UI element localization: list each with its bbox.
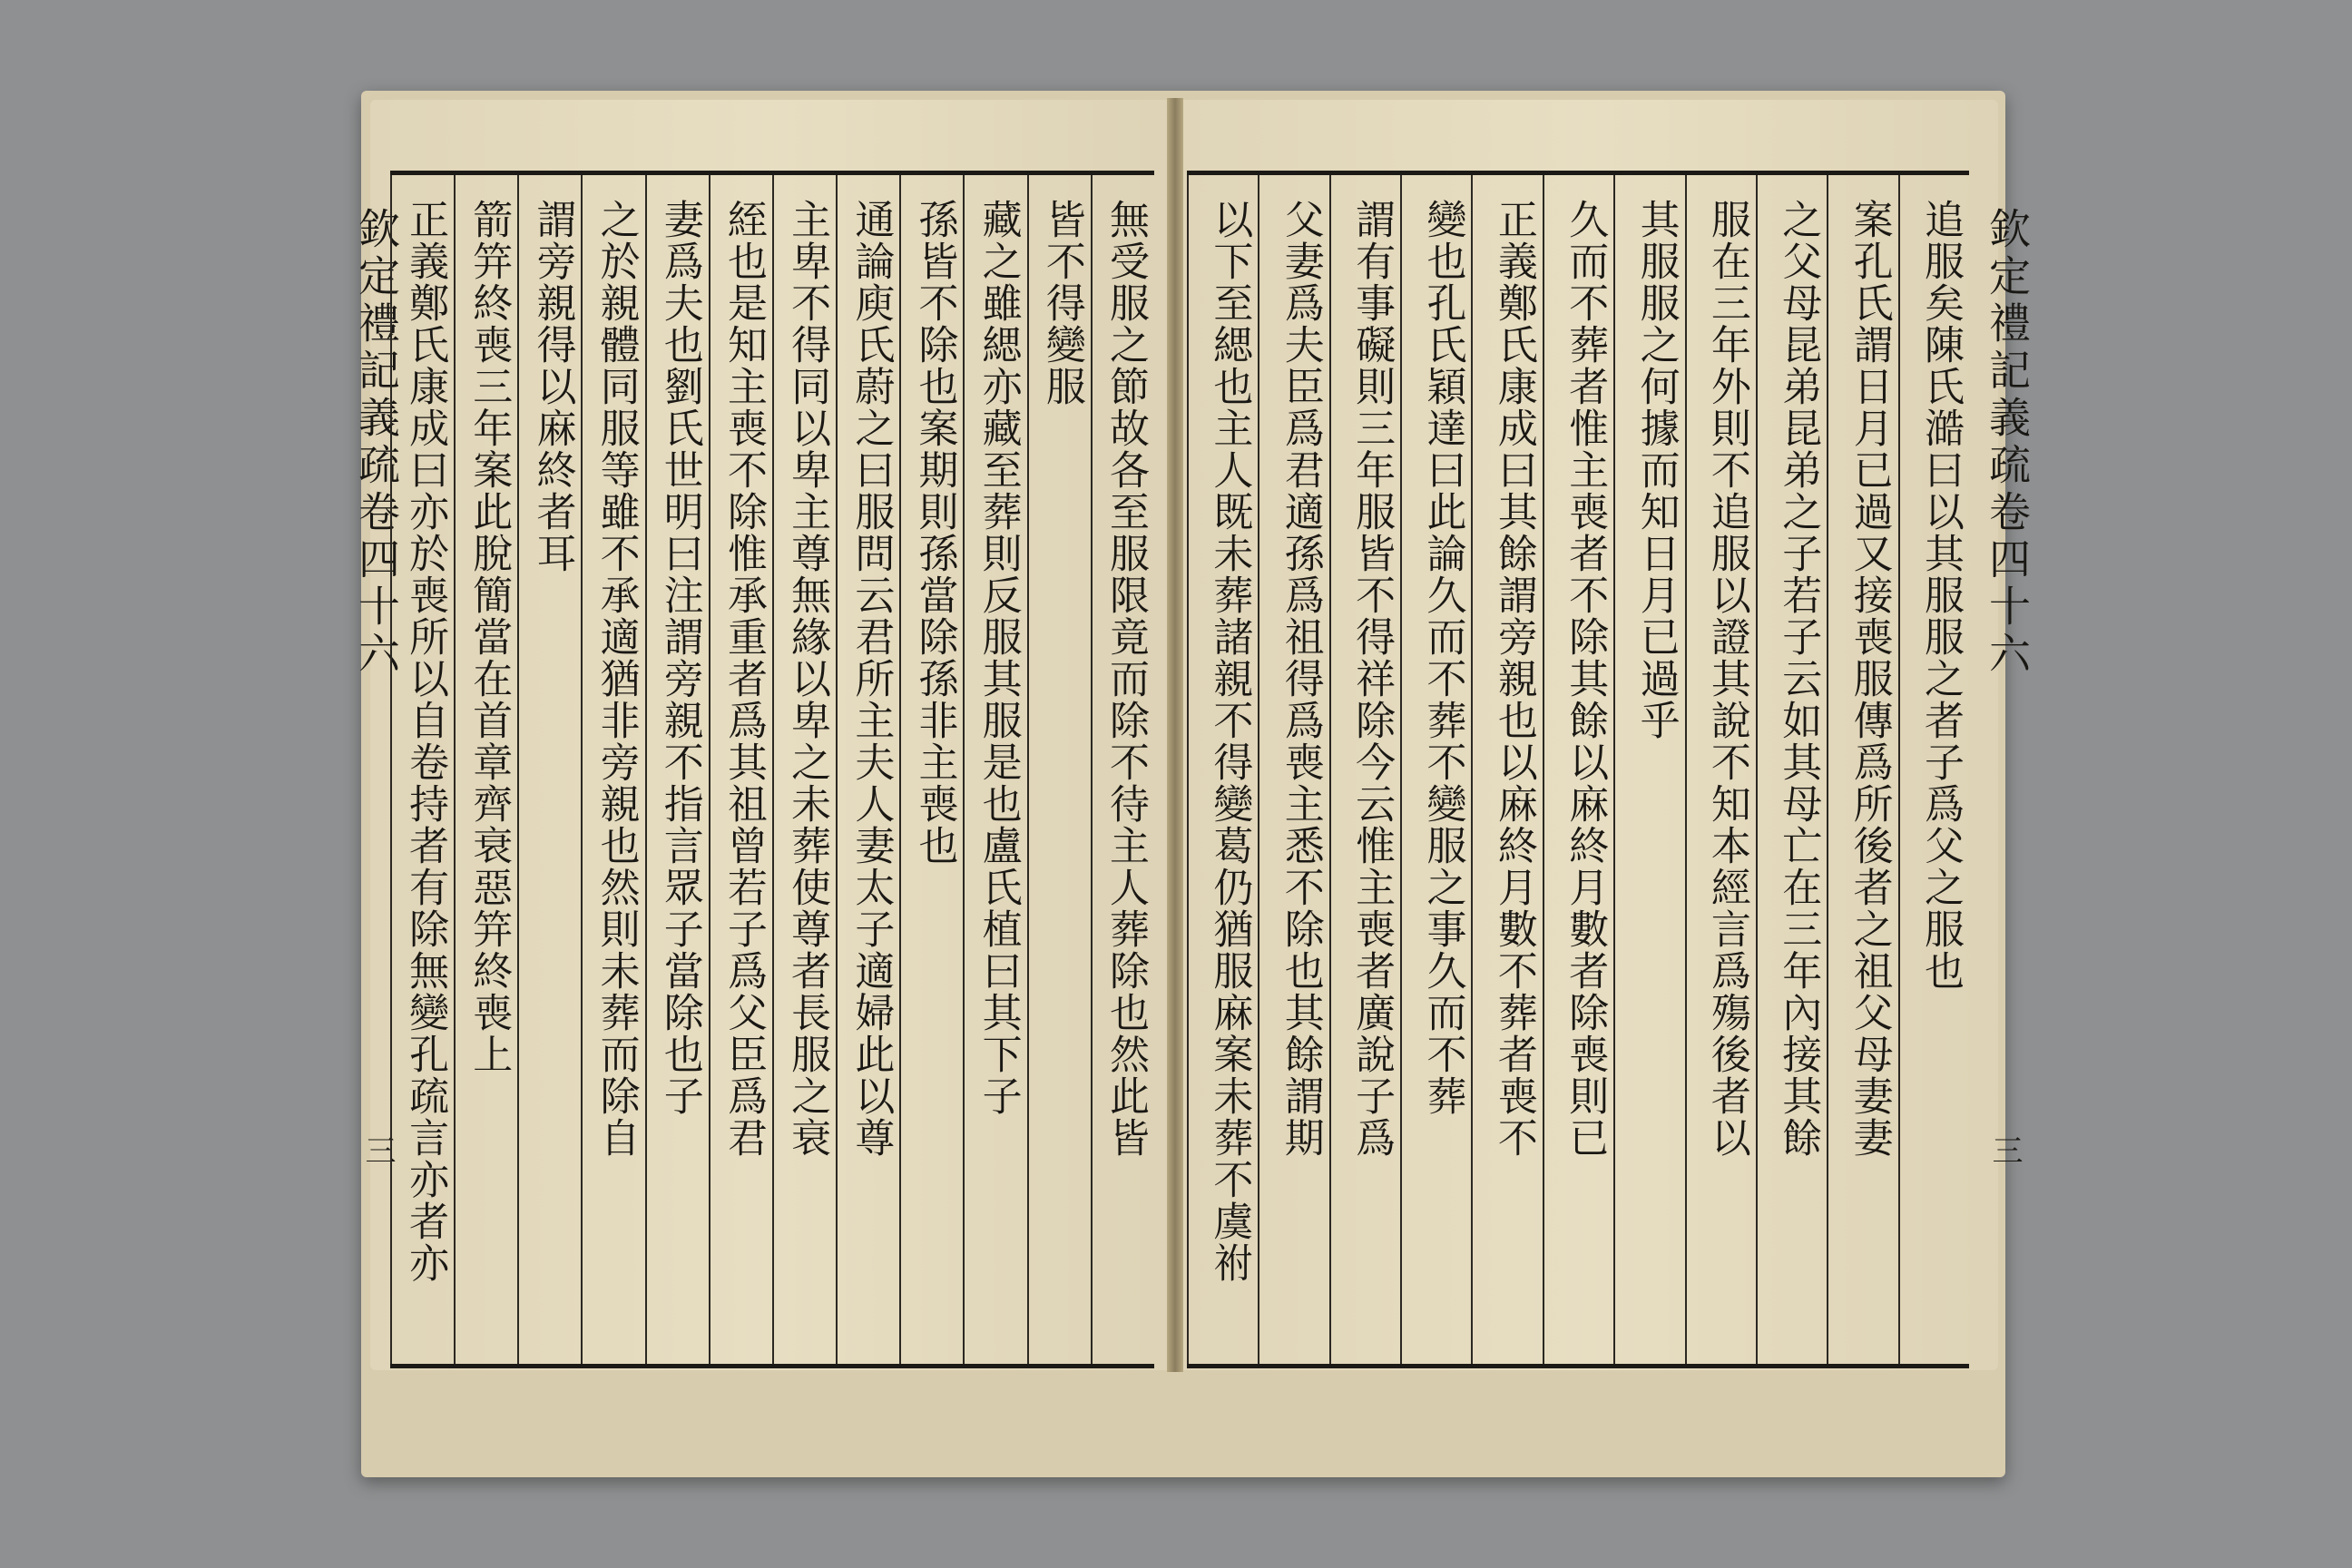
text-column: 絰也是知主喪不除惟承重者爲其祖曾若子爲父臣爲君 [709,175,772,1364]
right-text-frame [1187,171,1969,1368]
text-column: 通論庾氏蔚之曰服問云君所主夫人妻太子適婦此以尊 [836,175,899,1364]
text-column: 之父母昆弟昆弟之子若子云如其母亡在三年內接其餘 [1756,175,1827,1364]
text-column: 皆不得變服 [1027,175,1091,1364]
text-column: 妻爲夫也劉氏世明曰注謂旁親不指言眾子當除也子 [645,175,709,1364]
text-column: 正義鄭氏康成曰其餘謂旁親也以麻終月數不葬者喪不 [1471,175,1542,1364]
text-column: 謂有事礙則三年服皆不得祥除今云惟主喪者廣說子爲 [1329,175,1400,1364]
text-column: 主卑不得同以卑主尊無緣以卑之未葬使尊者長服之衰 [772,175,836,1364]
text-column: 藏之雖緦亦藏至葬則反服其服是也盧氏植曰其下子 [963,175,1026,1364]
text-column: 以下至緦也主人既未葬諸親不得變葛仍猶服麻案未葬不虞祔 [1187,175,1258,1364]
text-column: 案孔氏謂日月已過又接喪服傳爲所後者之祖父母妻妻 [1827,175,1897,1364]
text-column: 無受服之節故各至服限竟而除不待主人葬除也然此皆 [1091,175,1154,1364]
text-column: 之於親體同服等雖不承適猶非旁親也然則未葬而除自 [581,175,644,1364]
left-text-frame [390,171,1154,1368]
left-page-number: 三 [359,1134,396,1165]
text-column: 久而不葬者惟主喪者不除其餘以麻終月數者除喪則已 [1543,175,1613,1364]
text-column: 父妻爲夫臣爲君適孫爲祖得爲喪主悉不除也其餘謂期 [1258,175,1328,1364]
text-column: 變也孔氏穎達曰此論久而不葬不變服之事久而不葬 [1400,175,1471,1364]
left-page-title: 欽定禮記義疏卷四十六 [352,207,401,679]
text-column: 其服服之何據而知日月已過乎 [1613,175,1684,1364]
text-column: 正義鄭氏康成曰亦於喪所以自卷持者有除無變孔疏言亦者亦 [390,175,454,1364]
text-column: 孫皆不除也案期則孫當除孫非主喪也 [899,175,963,1364]
text-column: 追服矣陳氏澔曰以其服服之者子爲父之服也 [1898,175,1969,1364]
right-columns [1187,175,1969,1364]
right-page-number: 三 [1986,1134,2023,1165]
right-page-title: 欽定禮記義疏卷四十六 [1983,207,2032,679]
book-gutter [1167,98,1183,1372]
text-column: 服在三年外則不追服以證其說不知本經言爲殤後者以 [1685,175,1756,1364]
text-column: 謂旁親得以麻終者耳 [517,175,581,1364]
left-columns [390,175,1154,1364]
text-column: 箭笄終喪三年案此脫簡當在首章齊衰惡笄終喪上 [454,175,517,1364]
